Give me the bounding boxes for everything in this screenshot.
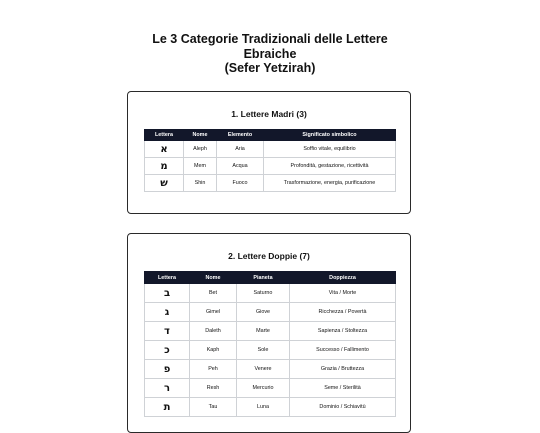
- doppie-header-name: Nome: [190, 272, 237, 284]
- letter-name: Tau: [190, 398, 237, 417]
- madri-table: [144, 129, 396, 192]
- letter-meaning: Soffio vitale, equilibrio: [264, 141, 396, 158]
- madri-header-meaning: Significato simbolico: [264, 130, 396, 141]
- letter-planet: Luna: [237, 398, 290, 417]
- letter-element: Aria: [217, 141, 264, 158]
- doppie-table: [144, 271, 396, 417]
- hebrew-letter: ג: [145, 303, 190, 322]
- letter-planet: Giove: [237, 303, 290, 322]
- table-row: [145, 284, 396, 303]
- hebrew-letter: מ: [145, 158, 184, 175]
- hebrew-letter: ת: [145, 398, 190, 417]
- letter-name: Kaph: [190, 341, 237, 360]
- page-title: [0, 32, 540, 76]
- letter-name: Shin: [184, 175, 217, 192]
- doppie-header-letter: Lettera: [145, 272, 190, 284]
- madri-header-element: Elemento: [217, 130, 264, 141]
- letter-duality: Grazia / Bruttezza: [290, 360, 396, 379]
- hebrew-letter: פ: [145, 360, 190, 379]
- hebrew-letter: כ: [145, 341, 190, 360]
- table-row: [145, 141, 396, 158]
- table-row: [145, 360, 396, 379]
- madri-header-letter: Lettera: [145, 130, 184, 141]
- table-row: [145, 158, 396, 175]
- table-row: [145, 398, 396, 417]
- letter-planet: Saturno: [237, 284, 290, 303]
- page-title-line-2: Ebraiche: [243, 46, 297, 61]
- letter-planet: Marte: [237, 322, 290, 341]
- letter-name: Peh: [190, 360, 237, 379]
- madri-header-row: [145, 130, 396, 141]
- hebrew-letter: ב: [145, 284, 190, 303]
- doppie-header-planet: Pianeta: [237, 272, 290, 284]
- letter-duality: Sapienza / Stoltezza: [290, 322, 396, 341]
- doppie-header-row: [145, 272, 396, 284]
- letter-element: Fuoco: [217, 175, 264, 192]
- table-row: [145, 303, 396, 322]
- madri-card-title: 1. Lettere Madri (3): [231, 109, 307, 119]
- letter-name: Resh: [190, 379, 237, 398]
- letter-element: Acqua: [217, 158, 264, 175]
- hebrew-letter: ד: [145, 322, 190, 341]
- page-title-line-3: (Sefer Yetzirah): [224, 61, 316, 75]
- letter-duality: Dominio / Schiavitù: [290, 398, 396, 417]
- letter-duality: Seme / Sterilità: [290, 379, 396, 398]
- doppie-card-title: 2. Lettere Doppie (7): [228, 251, 310, 261]
- letter-duality: Vita / Morte: [290, 284, 396, 303]
- page-title-line-1: Le 3 Categorie Tradizionali delle Lettere: [152, 32, 388, 46]
- doppie-header-duality: Doppiezza: [290, 272, 396, 284]
- letter-meaning: Trasformazione, energia, purificazione: [264, 175, 396, 192]
- table-row: [145, 322, 396, 341]
- letter-name: Bet: [190, 284, 237, 303]
- hebrew-letter: ש: [145, 175, 184, 192]
- madri-card: [127, 91, 411, 214]
- letter-name: Daleth: [190, 322, 237, 341]
- table-row: [145, 175, 396, 192]
- letter-name: Aleph: [184, 141, 217, 158]
- letter-duality: Ricchezza / Povertà: [290, 303, 396, 322]
- letter-planet: Venere: [237, 360, 290, 379]
- hebrew-letter: א: [145, 141, 184, 158]
- letter-planet: Mercurio: [237, 379, 290, 398]
- table-row: [145, 341, 396, 360]
- letter-duality: Successo / Fallimento: [290, 341, 396, 360]
- letter-name: Gimel: [190, 303, 237, 322]
- doppie-card: [127, 233, 411, 433]
- letter-name: Mem: [184, 158, 217, 175]
- table-row: [145, 379, 396, 398]
- letter-meaning: Profondità, gestazione, ricettività: [264, 158, 396, 175]
- hebrew-letter: ר: [145, 379, 190, 398]
- letter-planet: Sole: [237, 341, 290, 360]
- madri-header-name: Nome: [184, 130, 217, 141]
